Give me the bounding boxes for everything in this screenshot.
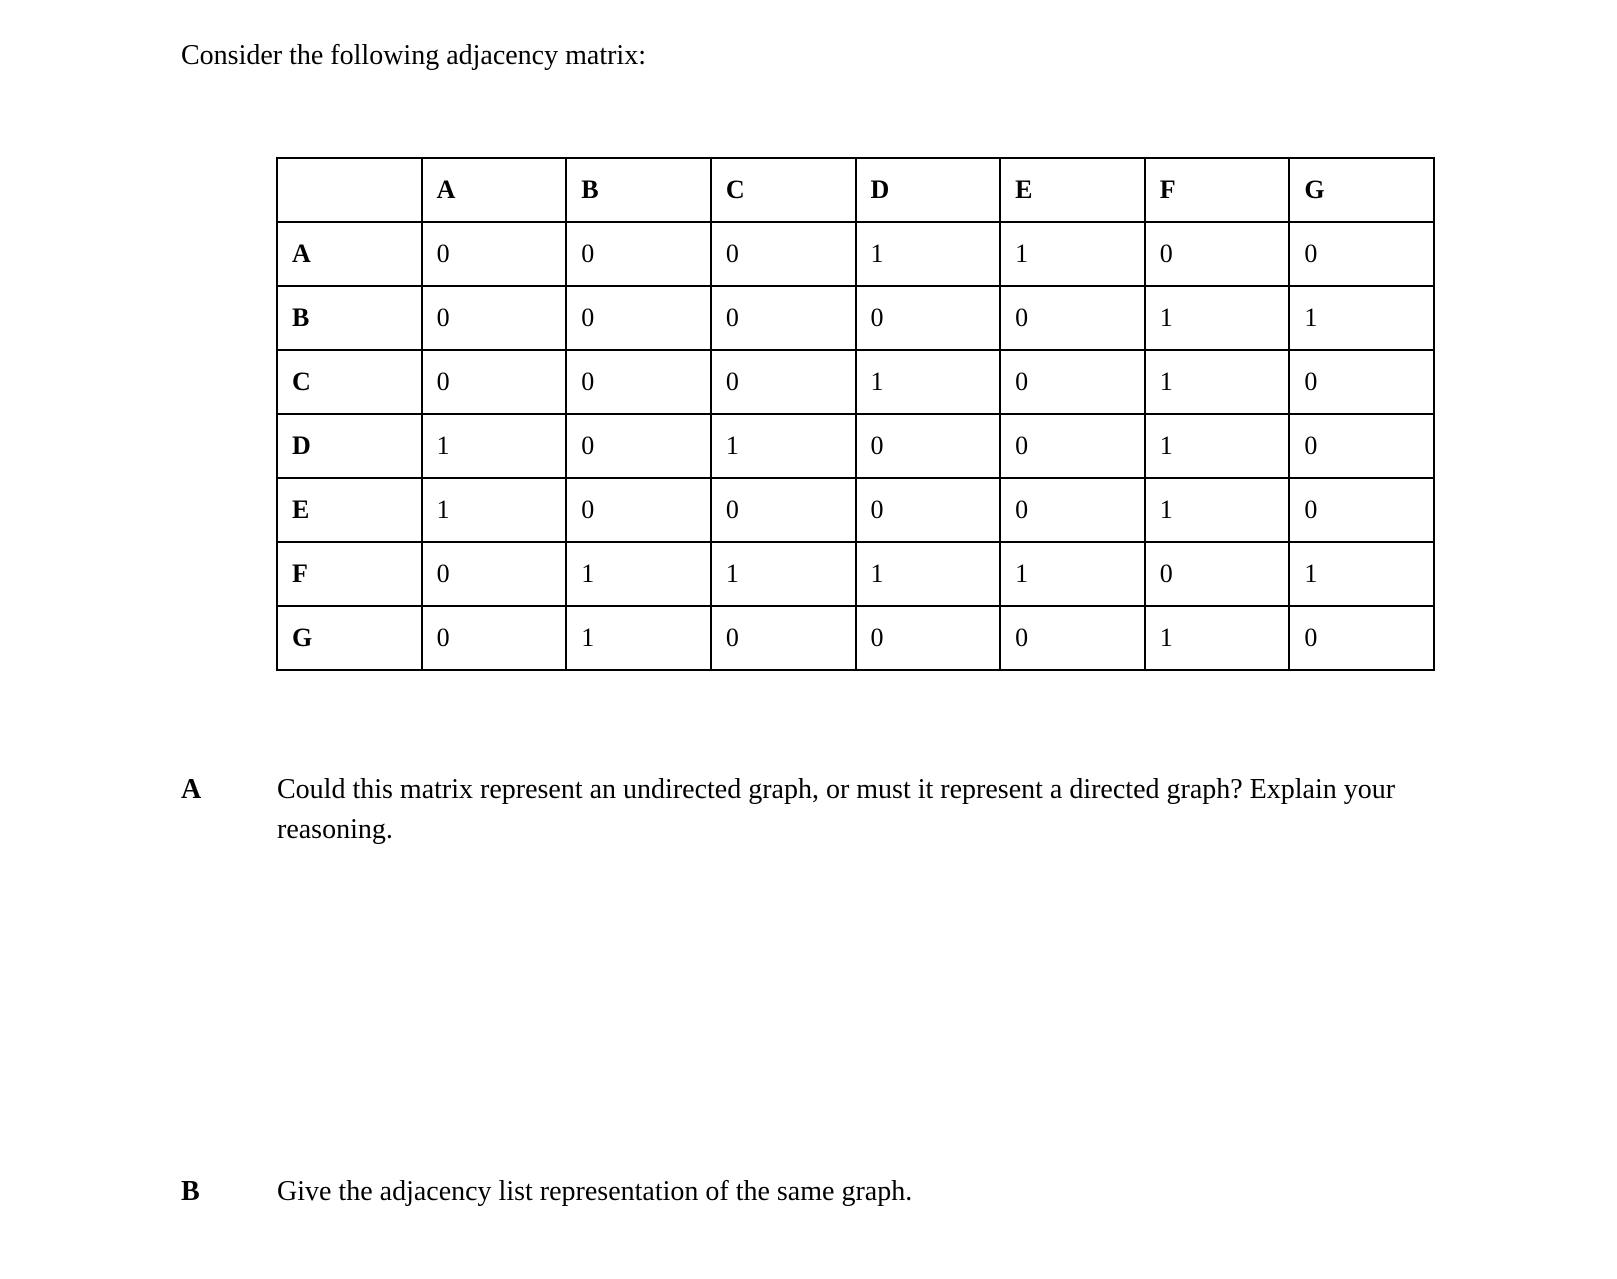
intro-text: Consider the following adjacency matrix:: [181, 40, 646, 71]
table-row: [277, 286, 1434, 350]
matrix-cell: 1: [856, 542, 1001, 606]
matrix-cell: 0: [1289, 222, 1434, 286]
row-header: E: [277, 478, 422, 542]
matrix-cell: 0: [856, 606, 1001, 670]
matrix-cell: 0: [1000, 478, 1145, 542]
matrix-cell: 0: [1145, 222, 1290, 286]
matrix-cell: 0: [856, 414, 1001, 478]
matrix-cell: 0: [1289, 350, 1434, 414]
matrix-cell: 0: [856, 478, 1001, 542]
matrix-cell: 0: [566, 286, 711, 350]
matrix-cell: 0: [1000, 606, 1145, 670]
table-row: [277, 542, 1434, 606]
matrix-cell: 0: [422, 350, 567, 414]
question-label: B: [181, 1176, 200, 1207]
matrix-cell: 0: [711, 606, 856, 670]
column-header: B: [566, 158, 711, 222]
matrix-cell: 0: [422, 222, 567, 286]
corner-cell: [277, 158, 422, 222]
matrix-cell: 0: [711, 350, 856, 414]
column-header: F: [1145, 158, 1290, 222]
matrix-cell: 1: [1145, 478, 1290, 542]
matrix-cell: 1: [1145, 606, 1290, 670]
matrix-cell: 1: [1000, 222, 1145, 286]
column-header: G: [1289, 158, 1434, 222]
question-text: Give the adjacency list representation of the same graph.: [277, 1176, 913, 1207]
matrix-cell: 0: [1000, 414, 1145, 478]
matrix-cell: 0: [1000, 286, 1145, 350]
matrix-cell: 0: [566, 222, 711, 286]
matrix-cell: 0: [711, 478, 856, 542]
matrix-cell: 1: [1000, 542, 1145, 606]
matrix-cell: 1: [422, 414, 567, 478]
matrix-cell: 0: [1289, 606, 1434, 670]
matrix-cell: 1: [566, 606, 711, 670]
matrix-cell: 0: [566, 414, 711, 478]
row-header: G: [277, 606, 422, 670]
matrix-cell: 0: [1000, 350, 1145, 414]
matrix-cell: 1: [1289, 286, 1434, 350]
matrix-cell: 0: [1289, 478, 1434, 542]
table-row: [277, 606, 1434, 670]
adjacency-matrix-table: [276, 157, 1435, 671]
matrix-cell: 0: [422, 606, 567, 670]
matrix-cell: 1: [566, 542, 711, 606]
column-header: D: [856, 158, 1001, 222]
row-header: B: [277, 286, 422, 350]
matrix-cell: 1: [1145, 350, 1290, 414]
matrix-cell: 0: [711, 222, 856, 286]
column-header: E: [1000, 158, 1145, 222]
row-header: A: [277, 222, 422, 286]
table-row: [277, 222, 1434, 286]
matrix-cell: 1: [711, 414, 856, 478]
matrix-cell: 0: [422, 542, 567, 606]
matrix-cell: 1: [1289, 542, 1434, 606]
matrix-cell: 1: [856, 222, 1001, 286]
matrix-cell: 1: [422, 478, 567, 542]
matrix-cell: 0: [422, 286, 567, 350]
matrix-cell: 1: [711, 542, 856, 606]
row-header: D: [277, 414, 422, 478]
table-row: [277, 478, 1434, 542]
row-header: F: [277, 542, 422, 606]
question-text: Could this matrix represent an undirected graph, or must it represent a directed graph? Explain your reasoning.: [277, 774, 1396, 845]
matrix-cell: 0: [1289, 414, 1434, 478]
table-row: [277, 350, 1434, 414]
matrix-cell: 0: [711, 286, 856, 350]
matrix-cell: 0: [1145, 542, 1290, 606]
column-header: C: [711, 158, 856, 222]
question-label: A: [181, 774, 202, 805]
matrix-cell: 0: [566, 478, 711, 542]
header-row: [277, 158, 1434, 222]
matrix-cell: 1: [856, 350, 1001, 414]
matrix-cell: 1: [1145, 286, 1290, 350]
column-header: A: [422, 158, 567, 222]
matrix-cell: 0: [856, 286, 1001, 350]
matrix-cell: 1: [1145, 414, 1290, 478]
matrix-cell: 0: [566, 350, 711, 414]
table-row: [277, 414, 1434, 478]
row-header: C: [277, 350, 422, 414]
